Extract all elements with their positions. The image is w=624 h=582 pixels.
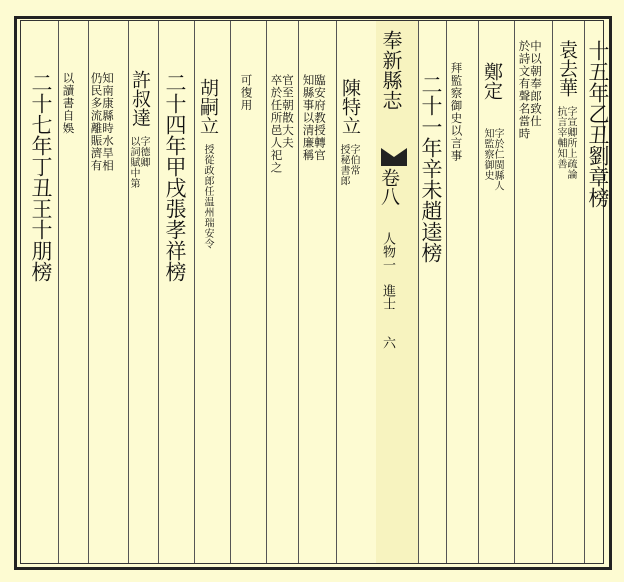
biography-note <box>555 106 575 180</box>
text-line: 卒於任所邑人祀之 <box>269 74 284 174</box>
person-name: 許叔達 <box>129 70 151 127</box>
text-line: 拜監察御史以言事 <box>449 62 464 162</box>
column-rule <box>478 21 479 563</box>
biography-text <box>270 74 293 174</box>
fishtail-mark-icon <box>381 148 407 166</box>
column-rule <box>584 21 585 563</box>
column-rule <box>88 21 89 563</box>
section-label: 人物一 進士 六 <box>380 232 395 349</box>
year-heading: 二十四年甲戌張孝祥榜 <box>163 72 187 282</box>
volume-label: 卷八 <box>378 168 400 206</box>
text-line: 臨安府教授轉官 <box>313 74 327 162</box>
column-rule <box>230 21 231 563</box>
biography-note <box>338 144 358 186</box>
note-line: 字於仁閩縣人 <box>492 128 503 191</box>
note-line: 抗言宰輔知善 <box>555 106 566 169</box>
text-line: 仍民多流離賑濟有 <box>89 72 104 172</box>
text-line: 中以朝奉郎致仕 <box>529 40 543 128</box>
note-line: 字宣卿所上疏論 <box>565 106 576 180</box>
column-rule <box>514 21 515 563</box>
biography-text <box>90 72 113 172</box>
column-rule <box>194 21 195 563</box>
note-line: 授從政郎任温州瑞安令 <box>202 144 213 249</box>
biography-text <box>62 72 74 135</box>
biography-note <box>482 128 502 191</box>
text-line: 官至朝散大夫 <box>281 74 295 149</box>
biography-text <box>450 62 462 162</box>
text-line: 知南康縣時水旱相 <box>101 72 115 172</box>
note-line: 以詞賦中第 <box>128 136 139 189</box>
book-title: 奉新縣志 <box>379 30 403 110</box>
column-rule <box>58 21 59 563</box>
note-line: 知監察御史 <box>482 128 493 181</box>
biography-note <box>202 144 212 249</box>
column-rule <box>298 21 299 563</box>
text-line: 可復用 <box>239 74 254 112</box>
biography-text <box>240 74 252 112</box>
text-line: 以讀書自娛 <box>61 72 76 135</box>
person-name: 胡嗣立 <box>197 78 219 135</box>
column-rule <box>158 21 159 563</box>
note-line: 字德卿 <box>138 136 149 168</box>
column-rule <box>336 21 337 563</box>
person-name: 袁去華 <box>556 40 578 97</box>
note-line: 字伯常 <box>348 144 359 176</box>
person-name: 鄭定 <box>481 62 503 100</box>
biography-note <box>128 136 148 189</box>
column-rule <box>266 21 267 563</box>
biography-text <box>518 40 541 140</box>
person-name: 陳特立 <box>339 78 361 135</box>
year-heading: 二十七年丁丑王十朋榜 <box>29 72 53 282</box>
biography-text <box>302 74 325 162</box>
column-rule <box>552 21 553 563</box>
text-line: 知縣事以清廉稱 <box>301 74 316 162</box>
year-heading: 二十一年辛未趙逵榜 <box>419 74 443 263</box>
year-heading: 十五年乙丑劉章榜 <box>586 40 610 208</box>
text-line: 於詩文有聲名當時 <box>517 40 532 140</box>
column-rule <box>446 21 447 563</box>
note-line: 授秘書郎 <box>338 144 349 186</box>
